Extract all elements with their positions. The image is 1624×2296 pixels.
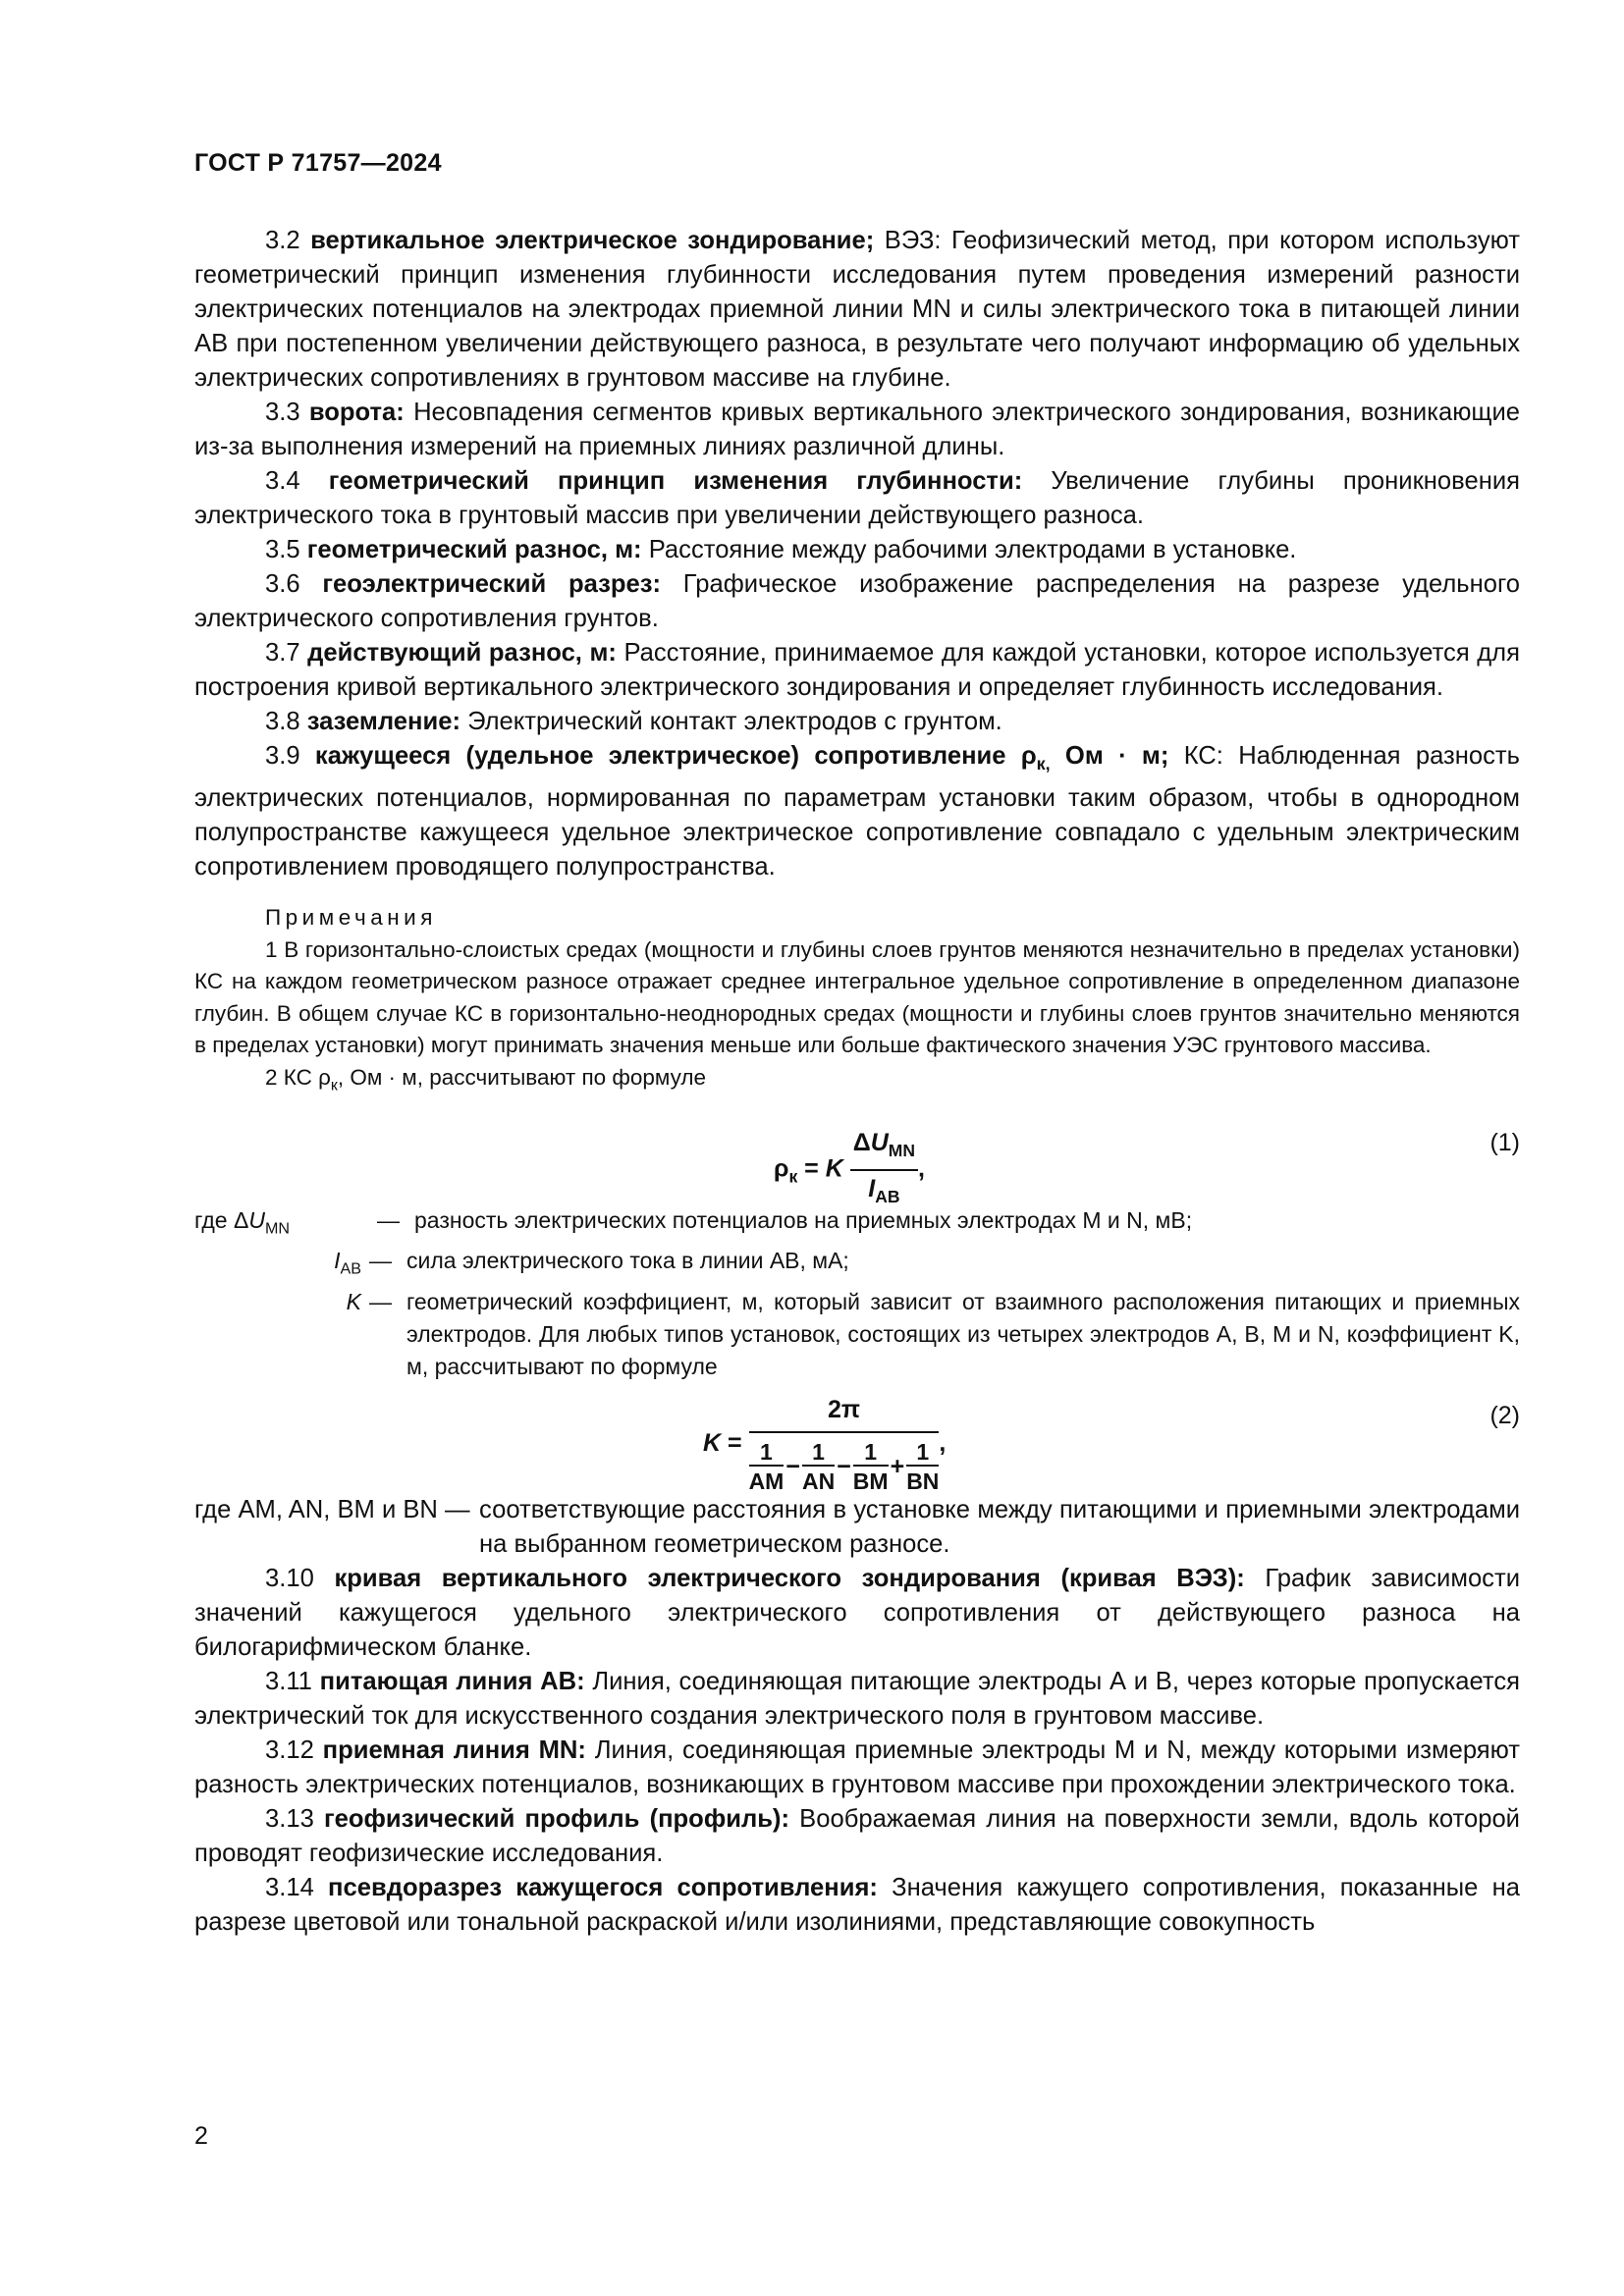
- document-header: ГОСТ Р 71757—2024: [194, 149, 442, 177]
- term-title: кажущееся (удельное электрическое) сопротивление ρ: [314, 742, 1037, 770]
- formula-2-operator: +: [890, 1452, 905, 1480]
- term-3-3: [194, 396, 1520, 464]
- term-definition: Расстояние между рабочими электродами в установке.: [641, 536, 1297, 563]
- formula-2-term-denominator: BM: [852, 1468, 889, 1494]
- term-number: 3.7: [265, 639, 300, 667]
- term-number: 3.2: [265, 227, 300, 254]
- term-number: 3.14: [265, 1873, 314, 1901]
- term-title: заземление:: [306, 708, 460, 735]
- term-title: кривая вертикального электрического зондирования (кривая ВЭЗ):: [334, 1564, 1245, 1592]
- term-title: геофизический профиль (профиль):: [324, 1804, 789, 1833]
- term-3-11: [194, 1665, 1520, 1734]
- formula-1-rho-sub: к: [788, 1166, 798, 1187]
- formula-2-term-denominator: BN: [906, 1468, 940, 1494]
- formula-1-row: [194, 1120, 1520, 1204]
- where-1-symbol: [0, 1204, 377, 1246]
- note-2: [194, 1062, 1520, 1102]
- formula-2-term-fraction: [802, 1439, 835, 1495]
- formula-2-operator: −: [837, 1452, 851, 1480]
- term-title-unit: Ом · м;: [1050, 742, 1169, 770]
- formula-1-den-sub: AB: [875, 1186, 900, 1206]
- term-title: ворота:: [308, 399, 405, 426]
- term-title: геометрический принцип изменения глубинности:: [328, 467, 1023, 495]
- formula-2-term-fraction: [749, 1439, 785, 1495]
- where-1-symbol: [0, 1245, 369, 1286]
- formula-1-equals: =: [797, 1154, 826, 1183]
- formula-2-number: (2): [1489, 1401, 1520, 1429]
- terms-list-1: [194, 224, 1520, 739]
- term-definition: Линия, соединяющая приемные электроды M и N, между которыми измеряют разность электрических потенциалов, возникающих в грунтовом массиве при прохождении электрического тока.: [194, 1735, 1520, 1798]
- formula-1-rho: ρ: [774, 1154, 789, 1183]
- terms-list-2: [194, 1562, 1520, 1940]
- where-1-description: сила электрического тока в линии АВ, мА;: [406, 1248, 849, 1274]
- term-definition: Графическое изображение распределения на разрезе удельного электрического сопротивления грунтов.: [194, 570, 1520, 632]
- note-1: 1 В горизонтально-слоистых средах (мощности и глубины слоев грунтов меняются незначительно в пределах установки) КС на каждом геометрическом разносе отражает среднее интегральное удельное сопротивление в определенном диапазоне глубин. В общем случае КС в горизонтально-неоднородных средах (мощности и глубины слоев грунтов значительно меняются в пределах установки) могут принимать значения меньше или больше фактического значения УЭС грунтового массива.: [194, 936, 1520, 1058]
- page-number: 2: [194, 2122, 208, 2150]
- where-2-lhs: где AM, AN, BM и BN —: [194, 1495, 470, 1523]
- term-3-10: [194, 1562, 1520, 1665]
- where-1-row: [0, 1286, 1520, 1383]
- notes-block: [194, 902, 1520, 1102]
- term-title: действующий разнос, м:: [307, 639, 617, 667]
- term-title: геоэлектрический разрез:: [322, 570, 662, 598]
- note-2-subscript: к: [330, 1077, 338, 1095]
- where-1-var: I: [334, 1248, 341, 1274]
- formula-1-den-i: I: [868, 1174, 876, 1202]
- term-3-6: [194, 567, 1520, 636]
- term-3-4: [194, 464, 1520, 533]
- where-2-text: соответствующие расстояния в установке между питающими и приемными электродами на выбранном геометрическом разносе.: [479, 1495, 1520, 1558]
- term-definition: Расстояние, принимаемое для каждой установки, которое используется для построения кривой вертикального электрического зондирования и определяет глубинность исследования.: [194, 639, 1520, 701]
- document-body: [194, 224, 1520, 1940]
- term-number: 3.9: [265, 742, 300, 770]
- term-3-14: [194, 1871, 1520, 1940]
- term-title-subscript: к,: [1036, 754, 1051, 774]
- formula-1-numerator: $\Delta U_{MN}$: [850, 1126, 918, 1171]
- term-3-2: [194, 224, 1520, 396]
- formula-1-number: (1): [1489, 1128, 1520, 1156]
- formula-1-fraction: [850, 1126, 918, 1214]
- where-1-prefix: где Δ: [194, 1206, 249, 1233]
- term-definition: Значения кажущего сопротивления, показанные на разрезе цветовой или тональной раскраской и/или изолиниями, представляющие совокупность: [194, 1873, 1520, 1936]
- where-1-var-sub: AB: [340, 1259, 361, 1278]
- term-number: 3.12: [265, 1735, 314, 1764]
- where-1-symbol: [0, 1286, 369, 1383]
- formula-2-denominator: [749, 1433, 940, 1495]
- formula-2-fraction: [749, 1393, 940, 1495]
- formula-2-numerator: 2π: [749, 1393, 940, 1433]
- formula-2-row: [194, 1393, 1520, 1494]
- term-definition: КС: Наблюденная разность электрических потенциалов, нормированная по параметрам установки таким образом, чтобы в однородном полупространстве кажущееся удельное электрическое сопротивление совпадало с удельным электрическим сопротивлением проводящего полупространства.: [194, 742, 1520, 881]
- where-1-var-sub: MN: [264, 1219, 290, 1238]
- term-definition: Несовпадения сегментов кривых вертикального электрического зондирования, возникающие из-за выполнения измерений на приемных линиях различной длины.: [194, 399, 1520, 460]
- term-number: 3.6: [265, 570, 300, 598]
- note-2-text-a: 2 КС ρ: [265, 1064, 331, 1090]
- term-3-8: [194, 705, 1520, 739]
- term-definition: Увеличение глубины проникновения электрического тока в грунтовый массив при увеличении действующего разноса.: [194, 467, 1520, 529]
- term-number: 3.4: [265, 467, 300, 495]
- term-3-7: [194, 636, 1520, 705]
- formula-1-comma: ,: [918, 1154, 925, 1183]
- term-title: геометрический разнос, м:: [306, 536, 642, 563]
- formula-1-num-sub: MN: [888, 1140, 915, 1160]
- term-title: вертикальное электрическое зондирование;: [310, 227, 875, 254]
- term-3-9: [194, 739, 1520, 884]
- formula-2-equals: =: [721, 1429, 749, 1458]
- term-number: 3.10: [265, 1564, 314, 1592]
- term-definition: Электрический контакт электродов с грунтом.: [460, 708, 1002, 735]
- term-number: 3.3: [265, 399, 300, 426]
- term-definition: Линия, соединяющая питающие электроды А и В, через которые пропускается электрический ток для искусственного создания электрического поля в грунтовом массиве.: [194, 1667, 1520, 1730]
- term-definition: График зависимости значений кажущегося удельного электрического сопротивления от действующего разноса на билогарифмическом бланке.: [194, 1564, 1520, 1661]
- formula-2-term-numerator: 1: [802, 1439, 835, 1467]
- term-number: 3.11: [265, 1667, 312, 1695]
- where-1-dash: —: [377, 1206, 400, 1233]
- where-1-description: геометрический коэффициент, м, который зависит от взаимного расположения питающих и приемных электродов. Для любых типов установок, состоящих из четырех электродов А, В, М и N, коэффициент K, м, рассчитывают по формуле: [406, 1288, 1520, 1379]
- formula-2-term-denominator: AM: [748, 1468, 785, 1494]
- where-list-1: [0, 1204, 1520, 1383]
- notes-label: Примечания: [265, 905, 437, 931]
- note-2-text-b: , Ом · м, рассчитывают по формуле: [337, 1064, 707, 1090]
- formula-2-term-fraction: [906, 1439, 939, 1495]
- formula-2-operator: −: [785, 1452, 800, 1480]
- term-3-13: [194, 1802, 1520, 1871]
- where-1-var: K: [346, 1288, 361, 1314]
- formula-2-term-numerator: 1: [853, 1439, 889, 1467]
- term-3-5: [194, 533, 1520, 567]
- where-1-dash: —: [369, 1288, 392, 1314]
- where-list-2: [194, 1493, 1520, 1562]
- where-1-row: [0, 1245, 1520, 1286]
- where-1-description: разность электрических потенциалов на приемных электродах М и N, мВ;: [414, 1206, 1193, 1233]
- term-number: 3.13: [265, 1804, 314, 1833]
- formula-2-term-numerator: 1: [906, 1439, 939, 1467]
- formula-2-term-fraction: [853, 1439, 889, 1495]
- term-number: 3.5: [265, 536, 300, 563]
- formula-2-term-numerator: 1: [749, 1439, 785, 1467]
- formula-2-comma: ,: [939, 1429, 947, 1458]
- formula-1-k: K: [825, 1154, 843, 1183]
- term-title: питающая линия АВ:: [319, 1667, 585, 1695]
- term-3-12: [194, 1734, 1520, 1802]
- formula-2-k: K: [703, 1429, 722, 1458]
- term-title: приемная линия MN:: [322, 1735, 586, 1764]
- term-definition: ВЭЗ: Геофизический метод, при котором используют геометрический принцип изменения глубинности исследования путем проведения измерений разности электрических потенциалов на электродах приемной линии MN и силы электрического тока в питающей линии АВ при постепенном увеличении действующего разноса, в результате чего получают информацию об удельных электрических сопротивлениях в грунтовом массиве на глубине.: [194, 227, 1520, 392]
- where-1-row: [0, 1204, 1520, 1246]
- where-1-dash: —: [369, 1248, 392, 1274]
- where-1-var: U: [248, 1206, 265, 1233]
- formula-2: [703, 1393, 946, 1495]
- formula-1: [774, 1126, 925, 1214]
- term-number: 3.8: [265, 708, 300, 735]
- term-title: псевдоразрез кажущегося сопротивления:: [328, 1873, 878, 1901]
- term-definition: Воображаемая линия на поверхности земли, вдоль которой проводят геофизические исследования.: [194, 1804, 1520, 1867]
- formula-2-term-denominator: AN: [801, 1468, 836, 1494]
